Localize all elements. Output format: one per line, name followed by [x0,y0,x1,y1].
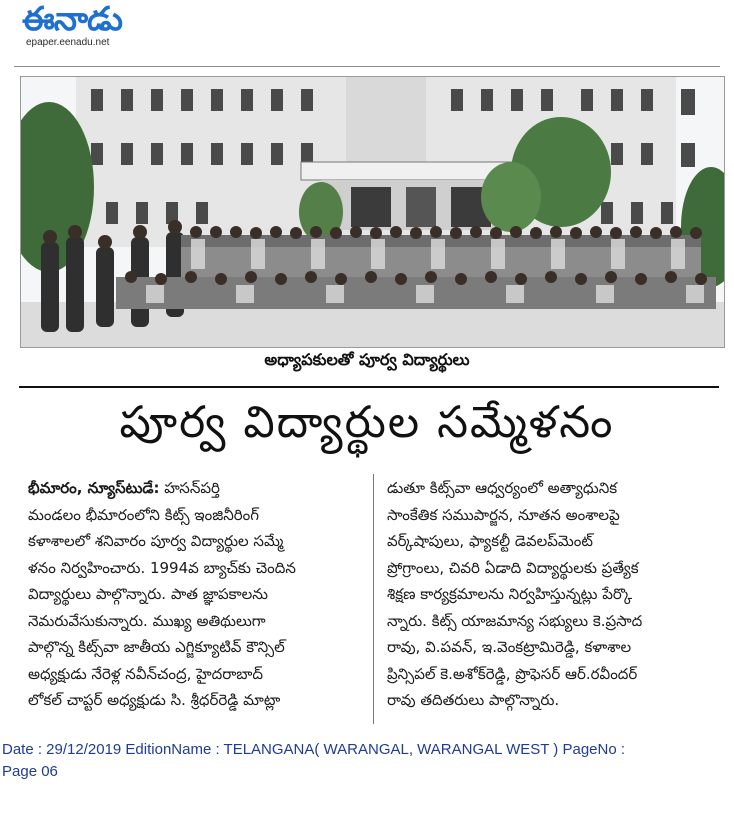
site-url[interactable]: epaper.eenadu.net [26,37,110,48]
article-line: డుతూ కిట్స్‌వా ఆధ్వర్యంలో అత్యాధునిక [387,479,618,497]
column-divider [373,474,374,724]
article-line: లోకల్ చాప్టర్ అధ్యక్షుడు సి. శ్రీధర్‌రెడ్డి మాట్లా [28,691,281,709]
photo-caption: అధ్యాపకులతో పూర్వ విద్యార్థులు [264,350,470,369]
article-column-left [28,475,358,714]
article-line [28,475,358,502]
article-line: అధ్యక్షుడు నేరెళ్ల నవీన్‌చంద్ర, హైదరాబాద్ [28,664,263,683]
group-photo-illustration [21,77,724,347]
article-headline: పూర్వ విద్యార్థుల సమ్మేళనం [119,397,615,448]
article-line: న్నారు. కిట్స్ యాజమాన్య సభ్యులు కె.ప్రసాద [387,611,643,630]
article-line: పాల్గొన్న కిట్స్‌వా జాతీయ ఎగ్జిక్యూటివ్ కౌన్సిల్ [28,638,285,656]
masthead [0,0,734,66]
article-line: ప్రిన్సిపల్ కె.అశోక్‌రెడ్డి, ప్రొఫెసర్ ఆర్.రవీందర్ [387,664,638,683]
article-text: హసన్‌పర్తి [164,479,220,497]
article-line: మండలం భీమారంలోని కిట్స్ ఇంజినీరింగ్ [28,505,259,524]
article-line: రావు, వి.పవన్, ఇ.వెంకట్రామిరెడ్డి, కళాశాల [387,638,632,656]
headline-rule [19,386,719,388]
edition-line: Date : 29/12/2019 EditionName : TELANGANA( WARANGAL, WARANGAL WEST ) PageNo : [2,741,626,758]
group-photo [20,76,725,348]
article-line: శిక్షణ కార్యక్రమాలను నిర్వహిస్తున్నట్లు పేర్కొ [387,585,633,603]
article-line: వర్క్‌షాపులు, ఫ్యాకల్టీ డెవలప్‌మెంట్ [387,532,593,550]
article-line: విద్యార్థులు పాల్గొన్నారు. పాత జ్ఞాపకాలను [28,585,268,603]
edition-metadata [2,739,717,783]
article-dateline: భీమారం, న్యూస్‌టుడే: [28,479,160,497]
article-line: ప్రోగ్రాంలు, చివరి ఏడాది విద్యార్థులకు ప్రత్యేక [387,558,639,577]
masthead-divider [14,66,720,67]
page-number: Page 06 [2,763,58,780]
article-line: నెమరువేసుకున్నారు. ముఖ్య అతిథులుగా [28,611,266,630]
article-line: ళనం నిర్వహించారు. 1994వ బ్యాచ్‌కు చెందిన [28,558,296,577]
article-line: కళాశాలలో శనివారం పూర్వ విద్యార్థుల సమ్మే [28,532,284,550]
article-line: రావు తదితరులు పాల్గొన్నారు. [387,691,560,709]
article-line: సాంకేతిక సముపార్జన, నూతన అంశాలపై [387,505,620,524]
eenadu-logo[interactable]: ఈనాడు [22,0,122,38]
article-column-right [387,475,717,714]
